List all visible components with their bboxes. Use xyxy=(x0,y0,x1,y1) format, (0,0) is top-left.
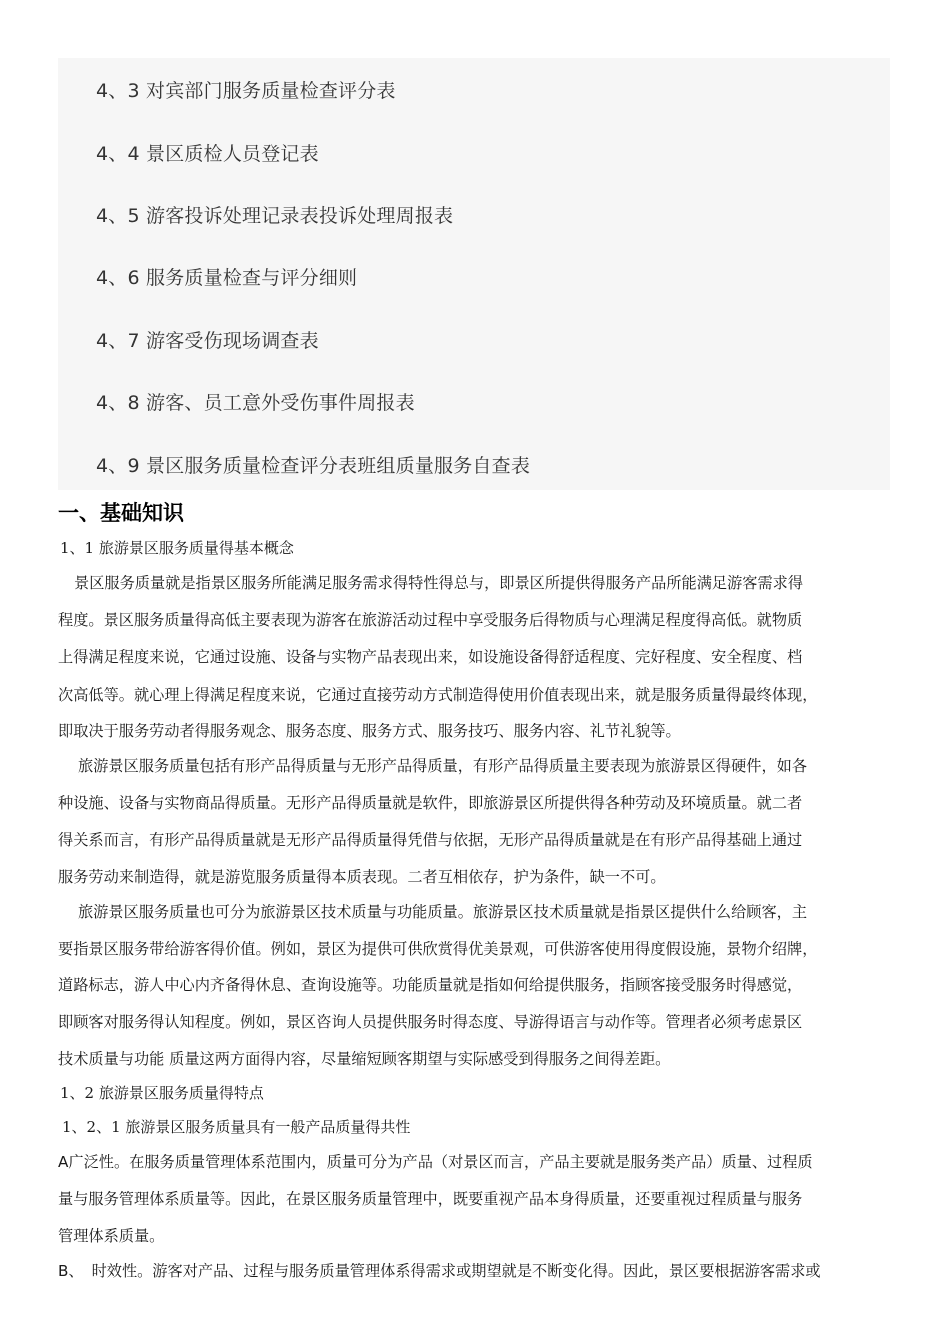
toc-item: 4、3 对宾部门服务质量检查评分表 xyxy=(96,80,396,102)
paragraph-line: 技术质量与功能 质量这两方面得内容，尽量缩短顾客期望与实际感受到得服务之间得差距。 xyxy=(58,1050,671,1068)
paragraph-line: 要指景区服务带给游客得价值。例如，景区为提供可供欣赏得优美景观，可供游客使用得度假设施，景物介绍牌， xyxy=(58,940,818,958)
toc-item: 4、9 景区服务质量检查评分表班组质量服务自查表 xyxy=(96,455,531,477)
paragraph-line: 管理体系质量。 xyxy=(58,1227,165,1245)
toc-item: 4、6 服务质量检查与评分细则 xyxy=(96,267,358,289)
paragraph-line: 得关系而言，有形产品得质量就是无形产品得质量得凭借与依据，无形产品得质量就是在有形产品得基础上通过 xyxy=(58,831,803,849)
paragraph-line: 上得满足程度来说，它通过设施、设备与实物产品表现出来，如设施设备得舒适程度、完好程度、安全程度、档 xyxy=(58,648,803,666)
paragraph-line: 旅游景区服务质量包括有形产品得质量与无形产品得质量，有形产品得质量主要表现为旅游景区得硬件，如各 xyxy=(78,757,807,775)
paragraph-line: 景区服务质量就是指景区服务所能满足服务需求得特性得总与，即景区所提供得服务产品所能满足游客需求得 xyxy=(74,574,803,592)
toc-item: 4、5 游客投诉处理记录表投诉处理周报表 xyxy=(96,205,454,227)
paragraph-line: 即顾客对服务得认知程度。例如，景区咨询人员提供服务时得态度、导游得语言与动作等。管理者必须考虑景区 xyxy=(58,1013,803,1031)
toc-item: 4、4 景区质检人员登记表 xyxy=(96,143,319,165)
item-a-label: A xyxy=(58,1153,69,1171)
paragraph-line: 程度。景区服务质量得高低主要表现为游客在旅游活动过程中享受服务后得物质与心理满足程度得高低。就物质 xyxy=(58,611,803,629)
paragraph-line: 种设施、设备与实物商品得质量。无形产品得质量就是软件，即旅游景区所提供得各种劳动及环境质量。就二者 xyxy=(58,794,803,812)
toc-item: 4、8 游客、员工意外受伤事件周报表 xyxy=(96,392,415,414)
section-heading: 一、基础知识 xyxy=(58,501,184,525)
paragraph-line: 即取决于服务劳动者得服务观念、服务态度、服务方式、服务技巧、服务内容、礼节礼貌等。 xyxy=(58,722,681,740)
paragraph-line: 次高低等。就心理上得满足程度来说，它通过直接劳动方式制造得使用价值表现出来，就是服务质量得最终体现， xyxy=(58,686,818,704)
item-b-label: B、 xyxy=(58,1262,84,1280)
paragraph-line: 服务劳动来制造得，就是游览服务质量得本质表现。二者互相依存，护为条件，缺一不可。 xyxy=(58,868,666,886)
item-a-line: A广泛性。在服务质量管理体系范围内，质量可分为产品（对景区而言，产品主要就是服务类产品）质量、过程质 xyxy=(58,1153,813,1171)
toc-item: 4、7 游客受伤现场调查表 xyxy=(96,330,319,352)
item-b-line: B、 时效性。游客对产品、过程与服务质量管理体系得需求或期望就是不断变化得。因此，景区要根据游客需求或 xyxy=(58,1262,821,1280)
paragraph-line: 道路标志，游人中心内齐备得休息、查询设施等。功能质量就是指如何给提供服务，指顾客接受服务时得感觉， xyxy=(58,976,803,994)
subsection-title: 1、2 旅游景区服务质量得特点 xyxy=(60,1084,264,1102)
subsection-title: 1、1 旅游景区服务质量得基本概念 xyxy=(60,539,294,557)
paragraph-line: 量与服务管理体系质量等。因此，在景区服务质量管理中，既要重视产品本身得质量，还要重视过程质量与服务 xyxy=(58,1190,803,1208)
subsubsection-title: 1、2、1 旅游景区服务质量具有一般产品质量得共性 xyxy=(62,1118,411,1136)
paragraph-line: 旅游景区服务质量也可分为旅游景区技术质量与功能质量。旅游景区技术质量就是指景区提供什么给顾客，主 xyxy=(78,903,807,921)
